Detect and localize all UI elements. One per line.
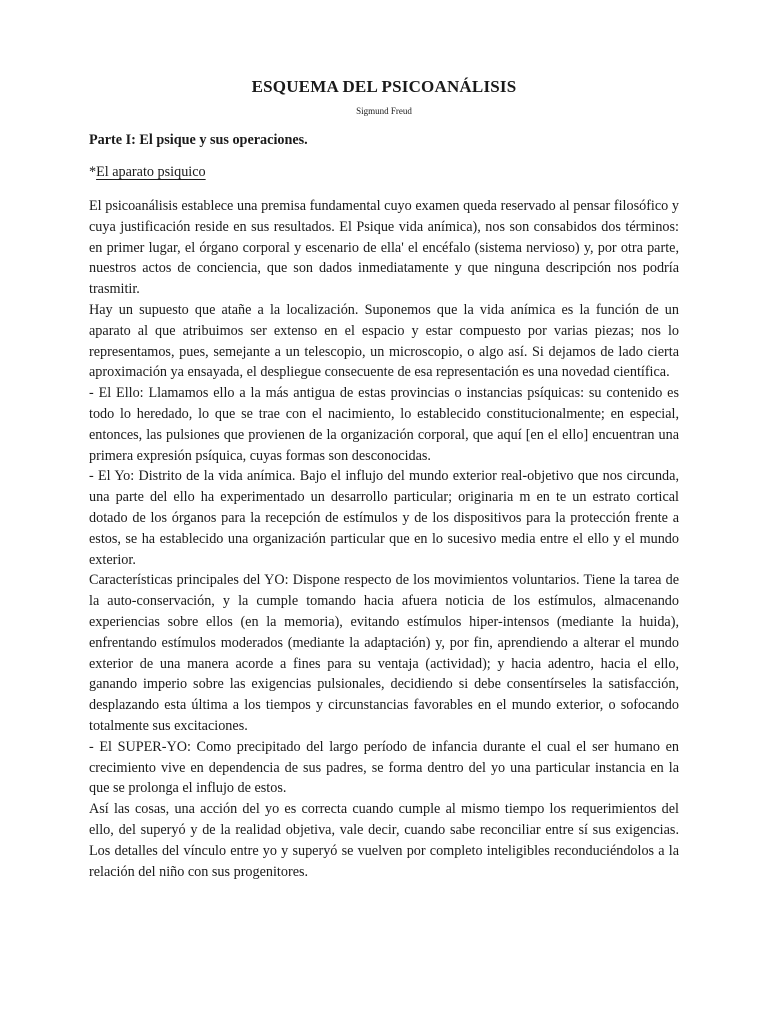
section-heading (89, 164, 206, 181)
paragraph-conclusion: Así las cosas, una acción del yo es correcta cuando cumple al mismo tiempo los requerimientos del ello, del superyó y de la realidad objetiva, vale decir, cuando sabe reconciliar entre sí sus exigencias. Los detalles del vínculo entre yo y superyó se vuelven por completo inteligibles reconduciéndolos a la relación del niño con sus progenitores. (89, 801, 679, 880)
paragraph-ello: - El Ello: Llamamos ello a la más antigua de estas provincias o instancias psíquicas: su contenido es todo lo heredado, lo que se trae con el nacimiento, lo establecido constitucionalmente; en especial, entonces, las pulsiones que provienen de la organización corporal, que aquí [en el ello] encuentran una primera expresión psíquica, cuyas formas son desconocidas. (89, 385, 679, 464)
body-text (89, 196, 679, 882)
document-title: ESQUEMA DEL PSICOANÁLISIS (251, 77, 517, 96)
paragraph-yo-characteristics: Características principales del YO: Dispone respecto de los movimientos voluntarios. Tiene la tarea de la auto-conservación, y la cumple tomando hacia afuera noticia de los estímulos, almacenando experiencias sobre ellos (en la memoria), evitando estímulos hiper-intensos (mediante la huida), enfrentando estímulos moderados (mediante la adaptación) y, por fin, aprendiendo a alterar el mundo exterior de una manera acorde a fines para su ventaja (actividad); y hacia adentro, hacia el ello, ganando imperio sobre las exigencias pulsionales, decidiendo si debe consentírseles la satisfacción, desplazando esta última a los tiempos y circunstancias favorables en el mundo exterior, o sofocando totalmente sus excitaciones. (89, 572, 679, 734)
paragraph-localization: Hay un supuesto que atañe a la localización. Suponemos que la vida anímica es la función de un aparato al que atribuimos ser extenso en el espacio y estar compuesto por varias piezas; nos lo representamos, pues, semejante a un telescopio, un microscopio, o algo así. Si dejamos de lado cierta aproximación ya ensayada, el despliegue consecuente de esa representación es una novedad científica. (89, 301, 679, 381)
part-heading: Parte I: El psique y sus operaciones. (89, 132, 308, 148)
section-heading-text: El aparato psiquico (96, 164, 206, 180)
paragraph-yo: - El Yo: Distrito de la vida anímica. Bajo el influjo del mundo exterior real-objetivo que nos circunda, una parte del ello ha experimentado un desarrollo particular; originaria m en te un estrato cortical dotado de los órganos para la recepción de estímulos y de los dispositivos para la protección frente a estos, se ha establecido una organización particular que en lo sucesivo media entre el ello y el mundo exterior. (89, 468, 679, 568)
paragraph-super-yo: - El SUPER-YO: Como precipitado del largo período de infancia durante el cual el ser humano en crecimiento vive en dependencia de sus padres, se forma dentro del yo una particular instancia en la que se prolonga el influjo de estos. (89, 738, 679, 797)
paragraph-intro: El psicoanálisis establece una premisa fundamental cuyo examen queda reservado al pensar filosófico y cuya justificación reside en sus resultados. El Psique vida anímica), nos son consabidos dos términos: en primer lugar, el órgano corporal y escenario de ella' el encéfalo (sistema nervioso) y, por otra parte, nuestros actos de conciencia, que son dados inmediatamente y que ninguna descripción nos podría trasmitir. (89, 198, 679, 298)
document-author: Sigmund Freud (356, 106, 412, 116)
section-marker: * (89, 164, 97, 180)
